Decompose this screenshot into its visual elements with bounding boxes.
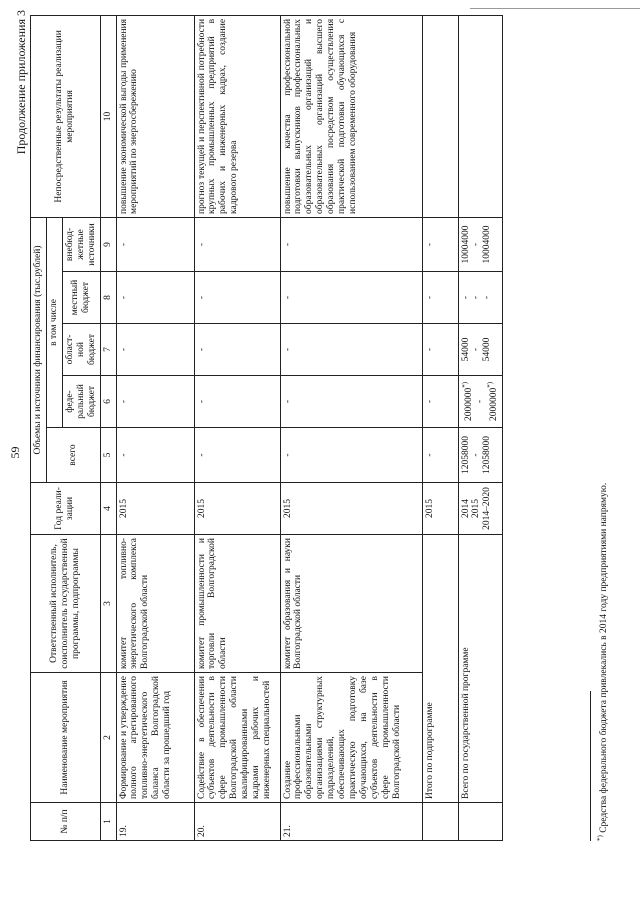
- col-number: 5: [100, 428, 116, 483]
- continuation-label: Продолжение приложения 3: [14, 10, 28, 155]
- grand-total-total: [458, 428, 502, 483]
- local-value: -: [460, 295, 471, 300]
- footnote-mark: *): [485, 381, 494, 388]
- row-year: 2015: [116, 483, 194, 535]
- row-name: Создание профессиональными образовательными организациями структурных подразделений, обеспечивающих практическую подготовку обучающихся, на базе субъектов деятельности в сфере промышленности Волгоградской области: [280, 673, 422, 803]
- federal-value: 2000000: [488, 387, 499, 422]
- row-num: 19.: [116, 803, 194, 841]
- row-offbudget: -: [194, 217, 280, 271]
- program-table: [30, 15, 503, 841]
- row-executor: комитет топливно-энергетического комплекса Волгоградской области: [116, 535, 194, 673]
- grand-total-label: Всего по государственной программе: [458, 535, 502, 803]
- footnote: [596, 41, 609, 841]
- col-number: 3: [100, 535, 116, 673]
- row-result: повышение качества профессиональной подготовки выпускников профессиональных образовательных организаций и образовательных организаций высшего образования посредством осуществления практической подготовки обучающихся с использованием современного оборудования: [280, 15, 422, 217]
- grand-total-federal: [458, 376, 502, 428]
- row-total: -: [116, 428, 194, 483]
- table-row: [194, 15, 280, 840]
- subtotal-year: 2015: [422, 483, 458, 535]
- local-value: -: [471, 295, 482, 300]
- offbudget-value: 10004000: [482, 225, 493, 264]
- header-incl: в том числе: [46, 217, 62, 427]
- federal-value: 2000000: [463, 387, 474, 422]
- row-year: 2015: [280, 483, 422, 535]
- year-value: 2014–2020: [482, 487, 493, 530]
- col-number: 4: [100, 483, 116, 535]
- row-regional: -: [116, 324, 194, 376]
- total-value: -: [471, 453, 482, 457]
- row-num: 20.: [194, 803, 280, 841]
- header-offbudget: внебюд- жетные источники: [62, 217, 100, 271]
- row-executor: комитет образования и науки Волгоградской области: [280, 535, 422, 673]
- offbudget-value: -: [471, 242, 482, 247]
- regional-value: 54000: [482, 337, 493, 362]
- row-offbudget: -: [280, 217, 422, 271]
- regional-value: 54000: [460, 337, 471, 362]
- local-value: -: [482, 295, 493, 300]
- federal-value: -: [474, 399, 485, 404]
- col-number: 1: [100, 803, 116, 841]
- header-year: Год реали- зации: [31, 483, 101, 535]
- subtotal-label: Итого по подпрограмме: [422, 535, 458, 803]
- total-value: 12058000: [460, 436, 471, 474]
- row-result: повышение экономической выгоды применения мероприятий по энергосбережению: [116, 15, 194, 217]
- regional-value: -: [471, 347, 482, 352]
- table-row: [280, 15, 422, 840]
- page-number: 59: [8, 446, 22, 459]
- row-federal: -: [194, 376, 280, 428]
- row-local: -: [194, 272, 280, 324]
- column-number-row: [100, 15, 116, 840]
- grand-total-years: [458, 483, 502, 535]
- grand-total-row: [458, 15, 502, 840]
- subtotal-offbudget: -: [422, 217, 458, 271]
- table-row: [116, 15, 194, 840]
- header-federal: феде- ральный бюджет: [62, 376, 100, 428]
- row-num: 21.: [280, 803, 422, 841]
- col-number: 9: [100, 217, 116, 271]
- total-value: 12058000: [482, 436, 493, 474]
- header-total: всего: [46, 428, 100, 483]
- row-offbudget: -: [116, 217, 194, 271]
- header-num: № п/п: [31, 803, 101, 841]
- row-local: -: [116, 272, 194, 324]
- year-value: 2014: [460, 499, 471, 518]
- row-federal: -: [280, 376, 422, 428]
- offbudget-value: 10004000: [460, 225, 471, 264]
- footnote-rule: [590, 691, 591, 841]
- col-number: 6: [100, 376, 116, 428]
- row-local: -: [280, 272, 422, 324]
- row-result: прогноз текущей и перспективной потребности крупных промышленных предприятий в рабочих и инженерных кадрах, создание кадрового резерва: [194, 15, 280, 217]
- header-local: местный бюджет: [62, 272, 100, 324]
- year-value: 2015: [471, 499, 482, 518]
- row-name: Содействие в обеспечении субъектов деятельности в сфере промышленности Волгоградской области квалифицированными кадрами рабочих и инженерных специальностей: [194, 673, 280, 803]
- subtotal-federal: -: [422, 376, 458, 428]
- subtotal-local: -: [422, 272, 458, 324]
- row-name: Формирование и утверждение полного агрегированного топливно-энергетического баланса Волгоградской области за прошедший год: [116, 673, 194, 803]
- subtotal-regional: -: [422, 324, 458, 376]
- row-regional: -: [194, 324, 280, 376]
- row-year: 2015: [194, 483, 280, 535]
- row-total: -: [194, 428, 280, 483]
- row-executor: комитет промышленности и торговли Волгоградской области: [194, 535, 280, 673]
- col-number: 10: [100, 15, 116, 217]
- grand-total-offbudget: [458, 217, 502, 271]
- col-number: 2: [100, 673, 116, 803]
- col-number: 7: [100, 324, 116, 376]
- row-total: -: [280, 428, 422, 483]
- footnote-mark: *): [460, 381, 469, 388]
- grand-total-regional: [458, 324, 502, 376]
- header-funding: Объемы и источники финансирования (тыс.рублей): [31, 217, 47, 482]
- subtotal-row: [422, 15, 458, 840]
- subtotal-total: -: [422, 428, 458, 483]
- footnote-text: Средства федерального бюджета привлекались в 2014 году предприятиями напрямую.: [599, 482, 610, 836]
- grand-total-local: [458, 272, 502, 324]
- header-executor: Ответственный исполнитель, соисполнитель государственной программы, подпрограммы: [31, 535, 101, 673]
- header-regional: област- ной бюджет: [62, 324, 100, 376]
- row-regional: -: [280, 324, 422, 376]
- footnote-mark: *): [596, 835, 604, 841]
- header-results: Непосредственные результаты реализации мероприятия: [31, 15, 101, 217]
- header-name: Наименование мероприятия: [31, 673, 101, 803]
- row-federal: -: [116, 376, 194, 428]
- col-number: 8: [100, 272, 116, 324]
